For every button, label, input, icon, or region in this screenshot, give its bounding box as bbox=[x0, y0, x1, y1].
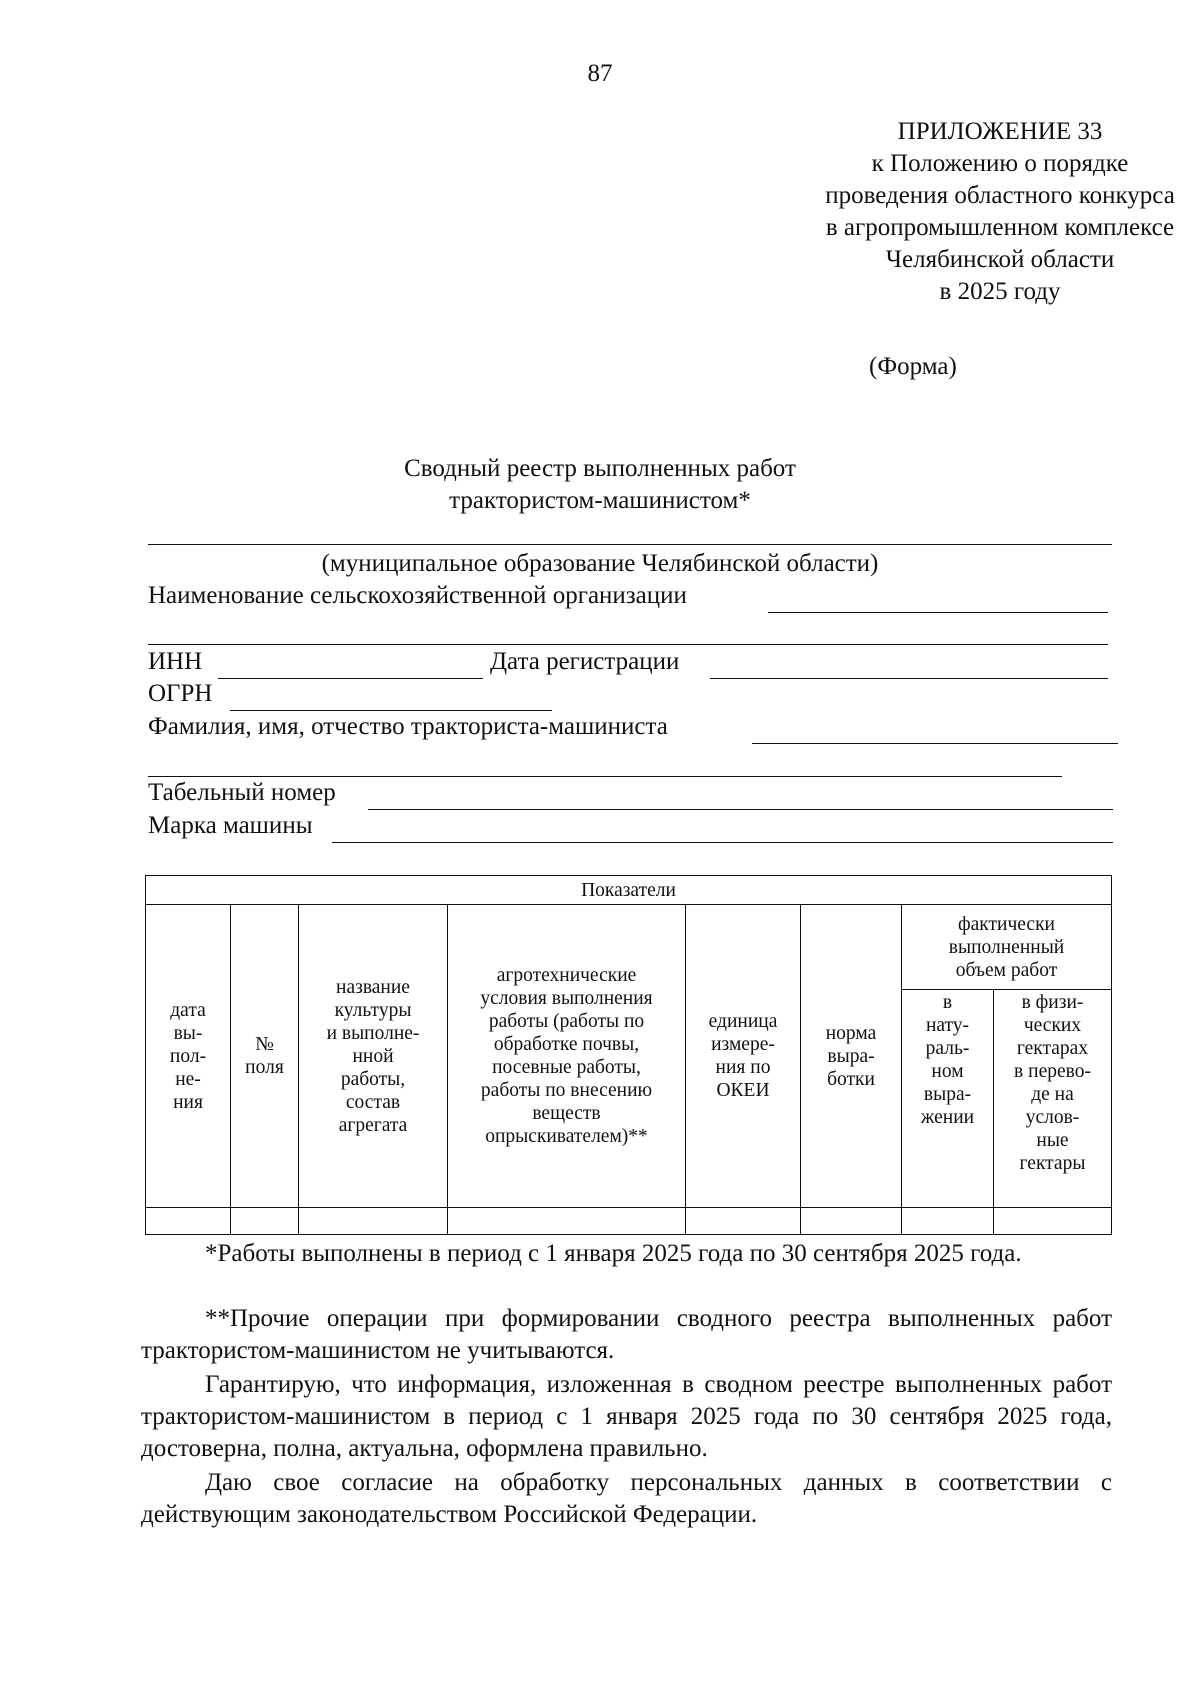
column-header: № поля bbox=[231, 905, 299, 1208]
table-cell[interactable] bbox=[801, 1208, 902, 1235]
ogrn-line[interactable] bbox=[230, 710, 552, 711]
operator-name-label: Фамилия, имя, отчество тракториста-машиниста bbox=[148, 713, 668, 740]
subcolumn-header: в физи- ческих гектарах в перево- де на услов- ные гектары bbox=[994, 990, 1112, 1208]
table-cell[interactable] bbox=[902, 1208, 994, 1235]
table-cell[interactable] bbox=[448, 1208, 686, 1235]
column-header: название культуры и выполне- нной работы, состав агрегата bbox=[299, 905, 448, 1208]
table-cell[interactable] bbox=[299, 1208, 448, 1235]
machine-brand-label: Марка машины bbox=[148, 812, 313, 839]
document-title-line: Сводный реестр выполненных работ bbox=[404, 455, 796, 482]
column-header: норма выра- ботки bbox=[801, 905, 902, 1208]
consent-statement: Даю свое согласие на обработку персональных данных в соответствии с действующим законодательством Российской Федерации. bbox=[141, 1469, 1112, 1528]
operator-name-line[interactable] bbox=[752, 743, 1118, 744]
appendix-line: в 2025 году bbox=[939, 278, 1061, 305]
appendix-header bbox=[700, 116, 1200, 308]
guarantee-statement: Гарантирую, что информация, изложенная в сводном реестре выполненных работ трактористом-машинистом в период с 1 января 2025 года по 30 сентября 2025 года, достоверна, полна, актуальна, оформлена правильно. bbox=[141, 1371, 1112, 1462]
appendix-line: к Положению о порядке bbox=[871, 150, 1129, 177]
column-header: агротехнические условия выполнения работы (работы по обработке почвы, посевные работы, работы по внесению веществ опрыскивателем)** bbox=[448, 905, 686, 1208]
appendix-line: в агропромышленном комплексе bbox=[825, 214, 1175, 241]
column-header: дата вы- пол- не- ния bbox=[146, 905, 231, 1208]
ogrn-label: ОГРН bbox=[148, 680, 213, 707]
document-title bbox=[0, 453, 1200, 517]
table-cell[interactable] bbox=[146, 1208, 231, 1235]
table-row bbox=[146, 1208, 1112, 1235]
register-table bbox=[145, 875, 1112, 1235]
document-title-line: трактористом-машинистом* bbox=[449, 487, 751, 514]
reg-date-line[interactable] bbox=[710, 678, 1108, 679]
operator-name-line-2[interactable] bbox=[148, 776, 1062, 777]
table-cell[interactable] bbox=[686, 1208, 801, 1235]
group-header: Показатели bbox=[146, 876, 1112, 905]
footnote-1: *Работы выполнены в период с 1 января 2025 года по 30 сентября 2025 года. bbox=[205, 1240, 1022, 1267]
table-cell[interactable] bbox=[994, 1208, 1112, 1235]
inn-line[interactable] bbox=[218, 678, 483, 679]
org-name-label: Наименование сельскохозяйственной организации bbox=[148, 582, 687, 609]
municipality-caption: (муниципальное образование Челябинской области) bbox=[321, 550, 879, 577]
subcolumn-header: в нату- раль- ном выра- жении bbox=[902, 990, 994, 1208]
org-name-line-2[interactable] bbox=[148, 644, 1108, 645]
table-cell[interactable] bbox=[231, 1208, 299, 1235]
appendix-line: проведения областного конкурса bbox=[825, 182, 1175, 209]
municipality-line[interactable] bbox=[148, 544, 1112, 545]
column-header: единица измере- ния по ОКЕИ bbox=[686, 905, 801, 1208]
form-label: (Форма) bbox=[869, 353, 957, 380]
reg-date-label: Дата регистрации bbox=[490, 648, 680, 675]
personnel-number-line[interactable] bbox=[368, 809, 1113, 810]
actual-volume-header: фактически выполненный объем работ bbox=[902, 905, 1112, 990]
appendix-line: Челябинской области bbox=[885, 246, 1115, 273]
appendix-title: ПРИЛОЖЕНИЕ 33 bbox=[897, 118, 1103, 145]
org-name-line[interactable] bbox=[768, 612, 1108, 613]
footnote-2: **Прочие операции при формировании сводного реестра выполненных работ трактористом-машинистом не учитываются. bbox=[141, 1305, 1112, 1364]
machine-brand-line[interactable] bbox=[332, 842, 1113, 843]
inn-label: ИНН bbox=[148, 648, 203, 675]
page-number: 87 bbox=[587, 60, 613, 87]
personnel-number-label: Табельный номер bbox=[148, 779, 336, 806]
